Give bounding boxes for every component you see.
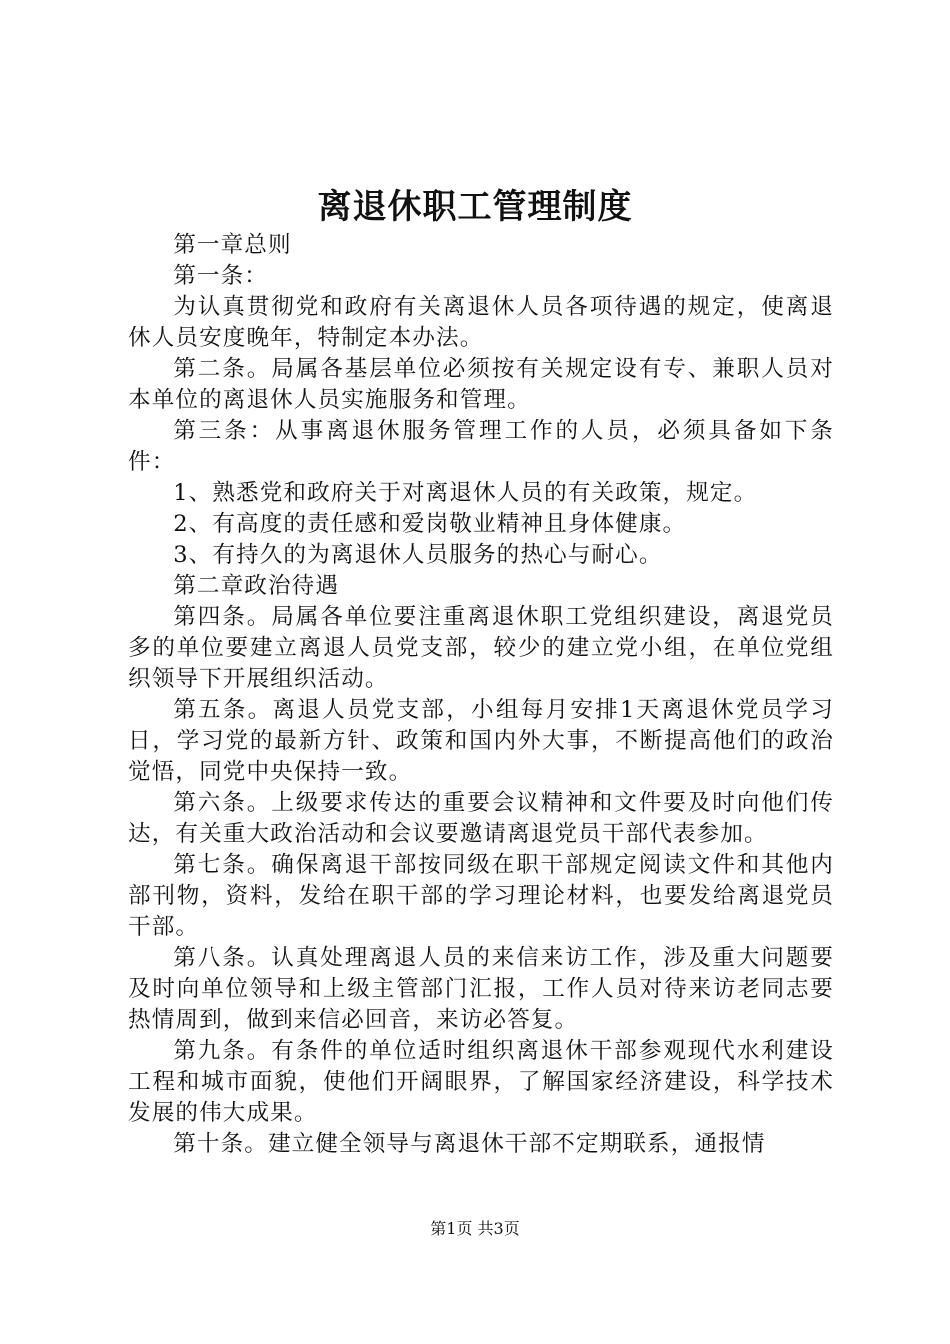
- paragraph: 第十条。建立健全领导与离退休干部不定期联系，通报情: [173, 1131, 766, 1157]
- page-number-footer: 第1页 共3页: [430, 1219, 520, 1238]
- chapter-heading: 第二章政治待遇: [173, 573, 340, 599]
- list-item: 2、有高度的责任感和爱岗敬业精神且身体健康。: [173, 511, 687, 537]
- paragraph: 第六条。上级要求传达的重要会议精神和文件要及时向他们传达，有关重大政治活动和会议要邀请离退党员干部代表参加。: [128, 790, 834, 847]
- paragraph: 第二条。局属各基层单位必须按有关规定设有专、兼职人员对本单位的离退休人员实施服务和管理。: [128, 356, 834, 413]
- list-item: 1、熟悉党和政府关于对离退休人员的有关政策，规定。: [173, 480, 758, 506]
- article-heading: 第一条：: [173, 263, 268, 289]
- paragraph: 第三条：从事离退休服务管理工作的人员，必须具备如下条件：: [128, 418, 834, 475]
- paragraph: 第四条。局属各单位要注重离退休职工党组织建设，离退党员多的单位要建立离退人员党支部，较少的建立党小组，在单位党组织领导下开展组织活动。: [128, 604, 834, 692]
- paragraph: 第八条。认真处理离退人员的来信来访工作，涉及重大问题要及时向单位领导和上级主管部门汇报，工作人员对待来访老同志要热情周到，做到来信必回音，来访必答复。: [128, 945, 834, 1033]
- paragraph: 为认真贯彻党和政府有关离退休人员各项待遇的规定，使离退休人员安度晚年，特制定本办法。: [128, 294, 834, 351]
- paragraph: 第九条。有条件的单位适时组织离退休干部参观现代水利建设工程和城市面貌，使他们开阔眼界，了解国家经济建设，科学技术发展的伟大成果。: [128, 1038, 834, 1126]
- document-body: [128, 230, 834, 1160]
- list-item: 3、有持久的为离退休人员服务的热心与耐心。: [173, 542, 663, 568]
- chapter-heading: 第一章总则: [173, 232, 292, 258]
- document-title: 离退休职工管理制度: [317, 187, 633, 227]
- paragraph: 第七条。确保离退干部按同级在职干部规定阅读文件和其他内部刊物，资料，发给在职干部的学习理论材料，也要发给离退党员干部。: [128, 852, 834, 940]
- paragraph: 第五条。离退人员党支部，小组每月安排1天离退休党员学习日，学习党的最新方针、政策和国内外大事，不断提高他们的政治觉悟，同党中央保持一致。: [128, 697, 834, 785]
